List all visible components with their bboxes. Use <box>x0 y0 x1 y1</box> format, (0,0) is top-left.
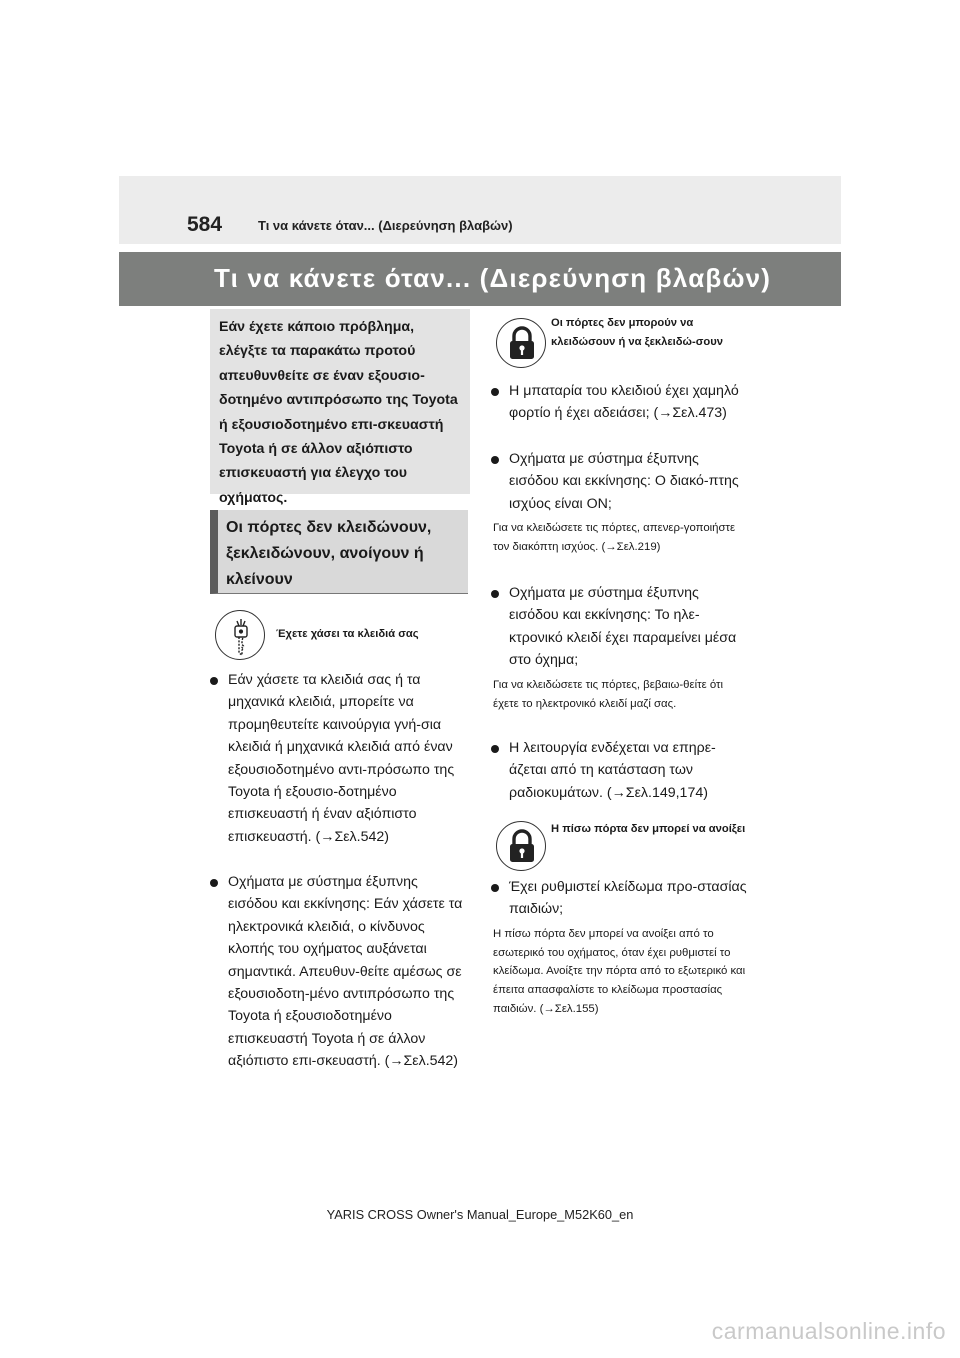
symptom-doors-lock: Οι πόρτες δεν μπορούν να κλειδώσουν ή να ξεκλειδώ-σουν <box>551 317 723 348</box>
section-heading <box>210 510 468 594</box>
page-title: Τι να κάνετε όταν... (Διερεύνηση βλαβών) <box>214 263 772 293</box>
list-item <box>509 448 749 515</box>
bullet-text: Η λειτουργία ενδέχεται να επηρε-άζεται από τη κατάσταση των ραδιοκυμάτων. (→Σελ.149,174) <box>509 740 716 801</box>
title-bar <box>119 252 841 306</box>
note-text: Για να κλειδώσετε τις πόρτες, απενερ-γοποιήστε τον διακόπτη ισχύος. (→Σελ.219) <box>493 522 736 553</box>
note-text: Για να κλειδώσετε τις πόρτες, βεβαιω-θείτε ότι έχετε το ηλεκτρονικό κλειδί μαζί σας. <box>493 679 724 710</box>
bullet-text: Έχει ρυθμιστεί κλείδωμα προ-στασίας παιδιών; <box>509 879 747 918</box>
bullet-dot <box>491 590 499 598</box>
page-number: 584 <box>187 213 223 236</box>
watermark: carmanualsonline.info <box>711 1318 946 1344</box>
list-item <box>228 871 468 1073</box>
header-band <box>119 176 841 244</box>
symptom-lost-keys: Έχετε χάσει τα κλειδιά σας <box>276 628 419 640</box>
bullet-dot <box>491 388 499 396</box>
bullet-text: Οχήματα με σύστημα έξυπνης εισόδου και εκκίνησης: Ο διακό-πτης ισχύος είναι ON; <box>509 451 739 512</box>
footer-text: YARIS CROSS Owner's Manual_Europe_M52K60_en <box>326 1207 634 1222</box>
bullet-dot <box>491 745 499 753</box>
list-item <box>228 669 468 848</box>
list-item <box>509 876 749 921</box>
note-text: Η πίσω πόρτα δεν μπορεί να ανοίξει από το εσωτερικό του οχήματος, όταν έχει ρυθμιστεί το κλείδωμα. Ανοίξτε την πόρτα από το εξωτερικό και έπειτα απασφαλίστε το κλείδωμα προστασίας παιδιών. (→Σελ.155) <box>493 928 746 1015</box>
list-item <box>509 582 749 672</box>
running-title: Τι να κάνετε όταν... (Διερεύνηση βλαβών) <box>258 218 513 233</box>
bullet-dot <box>491 456 499 464</box>
bullet-text: Εάν χάσετε τα κλειδιά σας ή τα μηχανικά κλειδιά, μπορείτε να προμηθευτείτε καινούργια γνή-σια κλειδιά ή μηχανικά κλειδιά από έναν εξουσιοδοτημένο αντι-πρόσωπο της Toyota ή εξουσιο-δοτημένο επισκευαστή ή έναν αξιόπιστο επισκευαστή. (→Σελ.542) <box>228 672 455 845</box>
lock-icon <box>496 318 546 368</box>
section-heading-text: Οι πόρτες δεν κλειδώνουν, ξεκλειδώνουν, ανοίγουν ή κλείνουν <box>226 519 432 588</box>
bullet-dot <box>491 884 499 892</box>
key-icon <box>215 610 265 660</box>
info-callout <box>210 309 470 506</box>
bullet-dot <box>210 879 218 887</box>
list-item <box>509 737 749 804</box>
bullet-text: Οχήματα με σύστημα έξυπνης εισόδου και εκκίνησης: Το ηλε-κτρονικό κλειδί έχει παραμείνει μέσα στο όχημα; <box>509 585 737 669</box>
bullet-text: Η μπαταρία του κλειδιού έχει χαμηλό φορτίο ή έχει αδειάσει; (→Σελ.473) <box>509 383 739 422</box>
lock-icon <box>496 821 546 871</box>
bullet-text: Οχήματα με σύστημα έξυπνης εισόδου και εκκίνησης: Εάν χάσετε τα ηλεκτρονικά κλειδιά, ο κίνδυνος κλοπής του οχήματος αυξάνεται σημαντικά. Απευθυν-θείτε αμέσως σε εξουσιοδοτη-μένο αντιπρόσωπο της Toyota ή εξουσιοδοτημένο επισκευαστή Toyota ή σε άλλον αξιόπιστο επι-σκευαστή. (→Σελ.542) <box>228 874 463 1070</box>
bullet-dot <box>210 677 218 685</box>
list-item <box>509 380 749 425</box>
callout-text: Εάν έχετε κάποιο πρόβλημα, ελέγξτε τα παρακάτω προτού απευθυνθείτε σε έναν εξουσιο-δοτημένο αντιπρόσωπο της Toyota ή εξουσιοδοτημένο επι-σκευαστή Toyota ή σε άλλον αξιόπιστο επισκευαστή για έλεγχο του οχήματος. <box>219 319 458 506</box>
symptom-back-door: Η πίσω πόρτα δεν μπορεί να ανοίξει <box>551 823 746 835</box>
